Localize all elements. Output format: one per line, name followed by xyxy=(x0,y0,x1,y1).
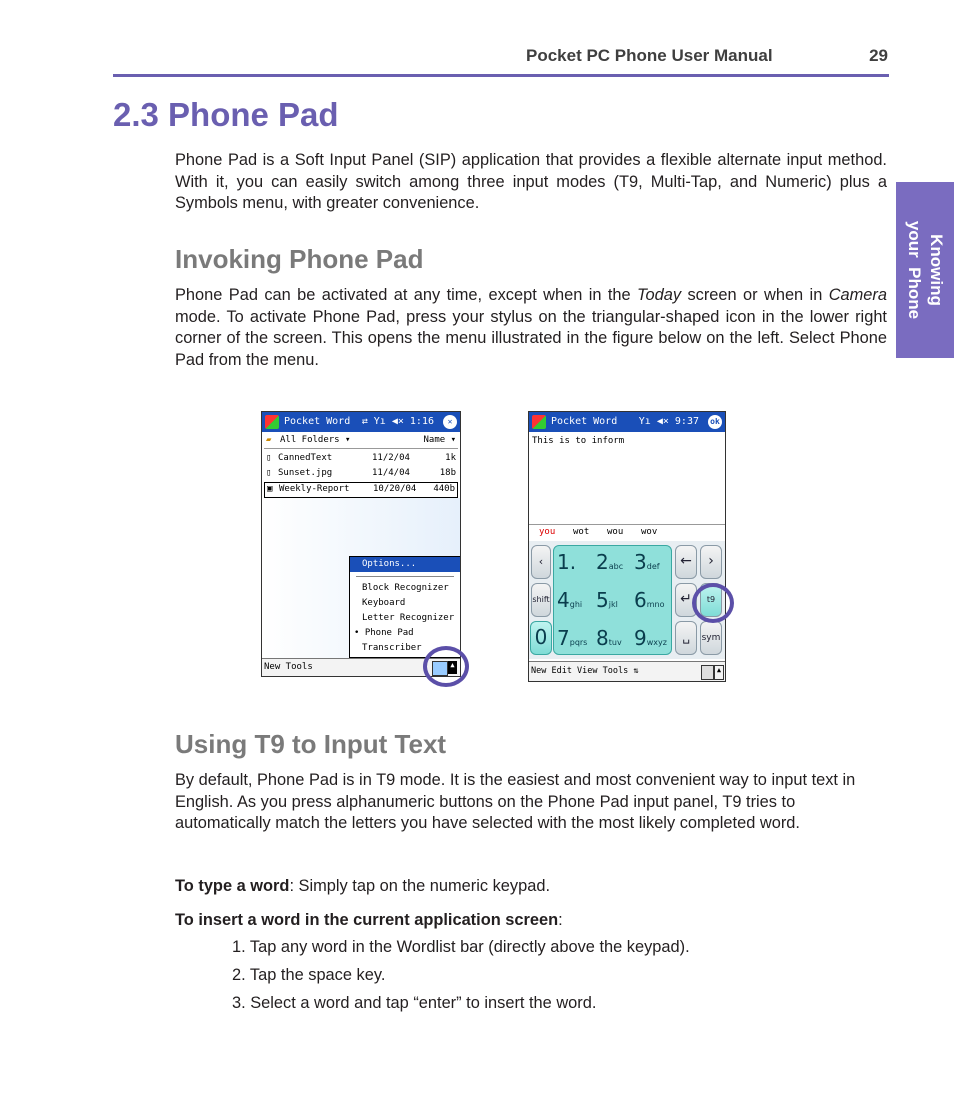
key-8[interactable]: 8tuv xyxy=(596,626,622,650)
word-candidate[interactable]: wou xyxy=(607,527,624,537)
status-icons: ⇄ Yı ◀× 1:16 xyxy=(361,416,434,427)
file-row[interactable]: ▯ Sunset.jpg 11/4/04 18b xyxy=(266,468,456,478)
wordlist-bar xyxy=(529,524,725,542)
menu-item[interactable]: Letter Recognizer xyxy=(362,613,455,623)
title-bar: Pocket Word ⇄ Yı ◀× 1:16 ✕ xyxy=(262,412,460,432)
t9-heading: Using T9 to Input Text xyxy=(175,729,447,759)
document-icon: ▣ xyxy=(267,484,273,494)
word-candidate[interactable]: wov xyxy=(641,527,658,537)
options-item[interactable]: Options... xyxy=(350,557,460,572)
word-candidate[interactable]: you xyxy=(539,527,556,537)
menu-item[interactable]: Transcriber xyxy=(362,643,422,653)
folder-icon: ▰ xyxy=(266,435,272,445)
highlight-circle xyxy=(692,583,734,623)
sip-arrow-icon[interactable]: ▲ xyxy=(714,665,724,680)
file-row[interactable]: ▯ CannedText 11/2/04 1k xyxy=(266,453,456,463)
space-key[interactable]: ␣ xyxy=(675,621,697,655)
screenshot-phone-pad xyxy=(528,411,726,682)
t9-paragraph: By default, Phone Pad is in T9 mode. It is the easiest and most convenient way to input text in English. As you press alphanumeric buttons on the Phone Pad input panel, T9 tries to automatically match the letters you have selected with the most likely completed word. xyxy=(175,771,856,832)
menu-item[interactable]: Block Recognizer xyxy=(362,583,449,593)
step-item: 1. Tap any word in the Wordlist bar (directly above the keypad). xyxy=(232,938,690,956)
word-candidate[interactable]: wot xyxy=(573,527,590,537)
side-tab-label: Knowing your Phone xyxy=(905,220,946,320)
highlight-circle xyxy=(423,646,469,687)
menu-item[interactable]: Keyboard xyxy=(362,598,406,608)
key-6[interactable]: 6mno xyxy=(634,588,665,612)
start-flag-icon[interactable] xyxy=(265,415,279,429)
screenshot-input-menu xyxy=(261,411,461,677)
t9-mode-key[interactable]: t9 xyxy=(700,583,722,617)
ok-button[interactable]: ok xyxy=(708,415,722,429)
key-1[interactable]: 1. xyxy=(557,550,577,574)
invoking-paragraph: Phone Pad can be activated at any time, except when in the Today screen or when in Camera mode. To activate Phone Pad, press your stylus on the triangular-shaped icon in the lower right corner of the screen. This opens the menu illustrated in the figure below on the left. Select Phone Pad from the menu. xyxy=(175,286,887,369)
menu-item[interactable]: • Phone Pad xyxy=(354,628,414,638)
key-2[interactable]: 2abc xyxy=(596,550,624,574)
key-3[interactable]: 3def xyxy=(634,550,660,574)
intro-paragraph: Phone Pad is a Soft Input Panel (SIP) application that provides a flexible alternate input method. With it, you can easily switch among three input modes (T9, Multi-Tap, and Numeric) plus a Symbols menu, with greater convenience. xyxy=(175,151,887,212)
input-method-menu xyxy=(349,556,461,658)
shift-key[interactable]: shift xyxy=(531,583,551,617)
numeric-keypad xyxy=(553,545,672,655)
page-number: 29 xyxy=(869,46,888,65)
command-bar: New Tools ▲ xyxy=(262,658,460,677)
invoking-heading: Invoking Phone Pad xyxy=(175,244,424,274)
menu-divider xyxy=(356,576,454,577)
enter-key[interactable]: ↵ xyxy=(675,583,697,617)
backspace-key[interactable]: ← xyxy=(675,545,697,579)
symbols-key[interactable]: sym xyxy=(700,621,722,655)
keyboard-icon[interactable] xyxy=(701,665,714,680)
folder-bar xyxy=(264,434,458,449)
key-7[interactable]: 7pqrs xyxy=(557,626,588,650)
sort-dropdown[interactable]: Name ▾ xyxy=(423,435,456,445)
folder-dropdown[interactable]: All Folders ▾ xyxy=(280,435,351,445)
document-text: This is to inform xyxy=(532,436,625,446)
key-4[interactable]: 4ghi xyxy=(557,588,583,612)
insert-word-instruction: To insert a word in the current application screen: xyxy=(175,911,563,929)
type-word-instruction: To type a word: Simply tap on the numeric keypad. xyxy=(175,877,551,895)
zero-key[interactable]: 0 xyxy=(530,621,552,655)
section-title: 2.3 Phone Pad xyxy=(113,96,339,133)
document-icon: ▯ xyxy=(266,453,272,463)
left-arrow-key[interactable]: ‹ xyxy=(531,545,551,579)
header-rule xyxy=(113,74,889,77)
image-icon: ▯ xyxy=(266,468,272,478)
title-bar: Pocket Word Yı ◀× 9:37 ok xyxy=(529,412,725,432)
key-5[interactable]: 5jkl xyxy=(596,588,618,612)
file-row[interactable]: ▣ Weekly-Report 10/20/04 440b xyxy=(264,482,458,498)
step-item: 2. Tap the space key. xyxy=(232,966,386,984)
chapter-side-tab xyxy=(896,182,954,358)
status-icons: Yı ◀× 9:37 xyxy=(638,416,699,427)
command-bar: New Edit View Tools ⇅ ▲ xyxy=(529,661,725,682)
key-9[interactable]: 9wxyz xyxy=(634,626,667,650)
right-arrow-key[interactable]: › xyxy=(700,545,722,579)
step-item: 3. Select a word and tap “enter” to insert the word. xyxy=(232,994,597,1012)
start-flag-icon[interactable] xyxy=(532,415,546,429)
manual-title: Pocket PC Phone User Manual xyxy=(526,46,773,65)
sip-arrow-icon[interactable]: ▲ xyxy=(448,661,457,674)
close-icon[interactable]: ✕ xyxy=(443,415,457,429)
